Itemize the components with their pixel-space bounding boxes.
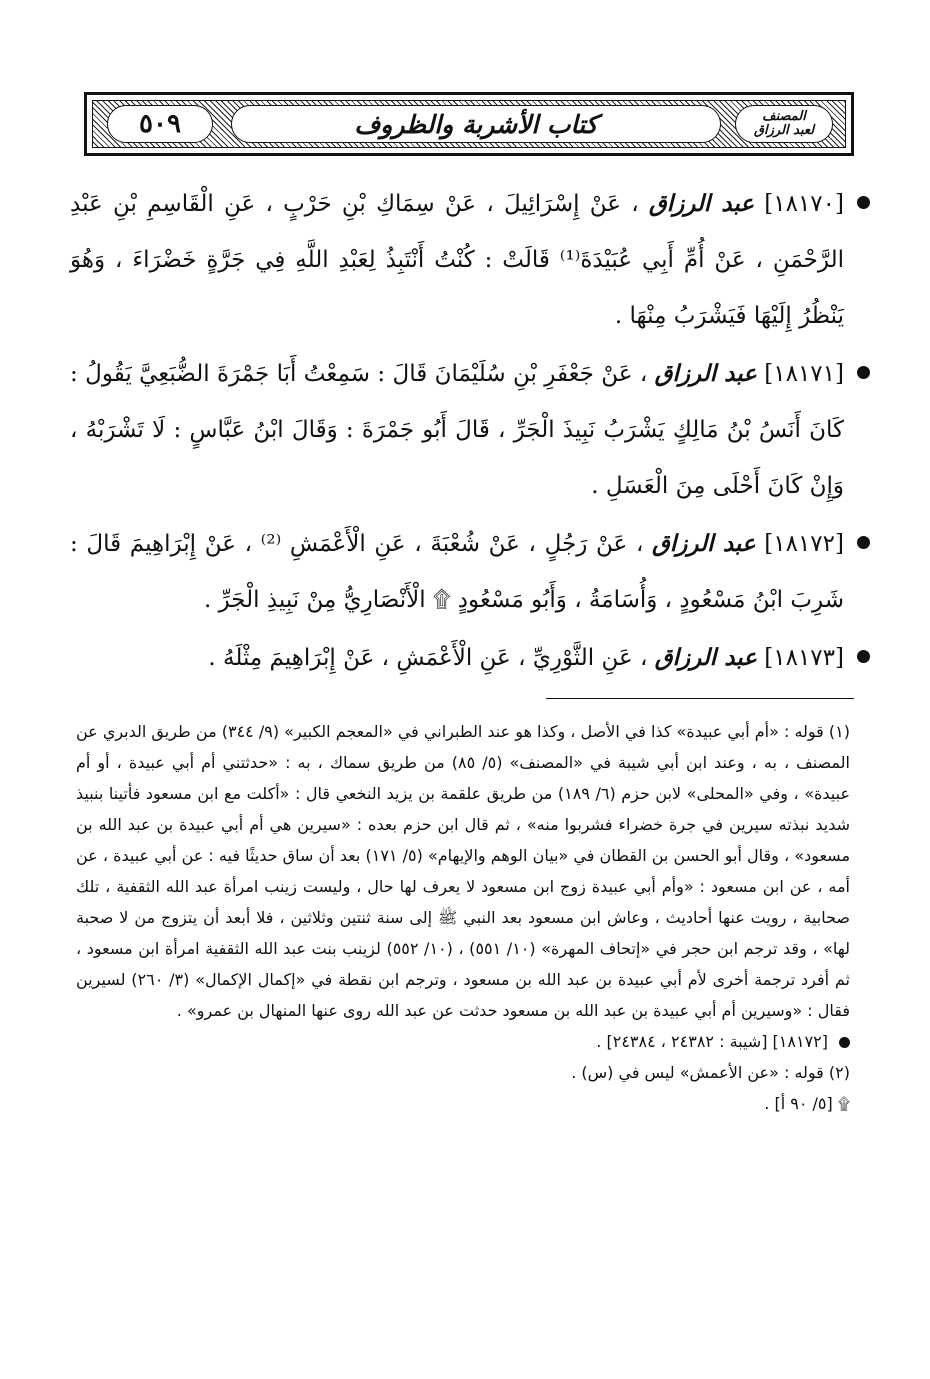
footnote-divider — [546, 698, 854, 699]
hadith-author: عبد الرزاق — [652, 530, 756, 557]
hadith-text: ، عَنْ إِسْرَائِيلَ ، عَنْ سِمَاكِ بْنِ حَرْبٍ ، عَنِ الْقَاسِمِ بْنِ عَبْدِ الرَّحْمَنِ ، عَنْ أُمِّ أَبِي عُبَيْدَةَ⁽¹⁾ قَالَتْ : كُنْتُ أَنْتَبِذُ لِعَبْدِ اللَّهِ فِي جَرَّةٍ خَضْرَاءَ ، وَهُوَ يَنْظُرُ إِلَيْهَا فَيَشْرَبُ مِنْهَا . — [70, 191, 844, 329]
footnote-2: (٢) قوله : «عن الأعمش» ليس في (س) . — [571, 1063, 850, 1082]
chapter-title-cartouche — [231, 105, 721, 143]
chapter-title: كتاب الأشربة والظروف — [354, 109, 598, 139]
hadith-entry-18172 — [70, 516, 870, 628]
hadith-text: ، عَنْ جَعْفَرِ بْنِ سُلَيْمَانَ قَالَ : سَمِعْتُ أَبَا جَمْرَةَ الضُّبَعِيَّ يَقُولُ : كَانَ أَنَسُ بْنُ مَالِكٍ يَشْرَبُ نَبِيذَ الْجَرِّ ، قَالَ أَبُو جَمْرَةَ : وَقَالَ ابْنُ عَبَّاسٍ : لَا تَشْرَبْهُ ، وَإِنْ كَانَ أَحْلَى مِنَ الْعَسَلِ . — [70, 361, 844, 499]
header-ornament — [92, 100, 846, 148]
footnote-1: (١) قوله : «أم أبي عبيدة» كذا في الأصل ، وكذا هو عند الطبراني في «المعجم الكبير» (٩/ ٣٤٤) من طريق الدبري عن المصنف ، به ، وعند ابن أبي شيبة في «المصنف» (٥/ ٨٥) من طريق سماك ، به : «حدثتني أم أبي عبيدة ، أو أم عبيدة» ، وفي «المحلى» لابن حزم (٦/ ١٨٩) من طريق علقمة بن يزيد النخعي قال : «أكلت مع ابن مسعود فأتينا بنبيذ شديد نبذته سيرين في جرة خضراء فشربوا منه» ، ثم قال ابن حزم بعده : «سيرين هي أم أبي عبيدة بن عبد الله بن مسعود» ، وقال أبو الحسن بن القطان في «بيان الوهم والإيهام» (٥/ ١٧١) بعد أن ساق حديثًا فيه : عن أبي عبيدة ، عن أمه ، عن ابن مسعود : «وأم أبي عبيدة زوج ابن مسعود لا يعرف لها حال ، وليست زينب امرأة عبد الله الثقفية ، تلك صحابية ، رويت عنها أحاديث ، وعاش ابن مسعود بعد النبي ﷺ إلى سنة ثنتين وثلاثين ، فلا أبعد أن يتزوج من لا صحبة لها» ، وقد ترجم ابن حجر في «إتحاف المهرة» (١٠/ ٥٥١) ، (١٠/ ٥٥٢) لزينب بنت عبد الله الثقفية امرأة ابن مسعود ، ثم أفرد ترجمة أخرى لأم أبي عبيدة بن عبد الله بن مسعود ، وترجم ابن نقطة في «إكمال الإكمال» (٣/ ٢٦٠) لسيرين فقال : «وسيرين أم أبي عبيدة بن عبد الله بن مسعود حدثت عن عبد الله روى عنها المنهال بن عمرو» . — [76, 722, 851, 1020]
bullet-icon — [857, 196, 870, 209]
hadith-entry-18170 — [70, 176, 870, 344]
hadith-entry-18171 — [70, 346, 870, 514]
hadith-entry-18173 — [70, 630, 870, 686]
book-logo-line1: المصنف — [762, 109, 806, 125]
manuscript-reference: ۩ [٥/ ٩٠ أ] . — [764, 1094, 850, 1113]
cross-reference-text: [١٨١٧٢] [شيبة : ٢٤٣٨٢ ، ٢٤٣٨٤] . — [596, 1032, 828, 1051]
footnotes — [76, 716, 850, 1119]
bullet-icon — [857, 366, 870, 379]
hadith-number: [١٨١٧٠] — [764, 191, 844, 217]
hadith-text: ، عَنِ الثَّوْرِيِّ ، عَنِ الْأَعْمَشِ ، عَنْ إِبْرَاهِيمَ مِثْلَهُ . — [208, 645, 648, 671]
bullet-icon — [857, 650, 870, 663]
hadith-author: عبد الرزاق — [654, 644, 757, 671]
book-logo — [735, 105, 833, 143]
book-logo-line2: لعبد الرزاق — [753, 123, 815, 138]
hadith-author: عبد الرزاق — [654, 360, 757, 387]
hadith-number: [١٨١٧٢] — [764, 531, 844, 557]
main-text — [70, 176, 870, 688]
hadith-text: ، عَنْ رَجُلٍ ، عَنْ شُعْبَةَ ، عَنِ الْأَعْمَشِ ⁽²⁾ ، عَنْ إِبْرَاهِيمَ قَالَ : شَرِبَ ابْنُ مَسْعُودٍ ، وَأُسَامَةُ ، وَأَبُو مَسْعُودٍ ۩ الْأَنْصَارِيُّ مِنْ نَبِيذِ الْجَرِّ . — [70, 531, 844, 613]
hadith-number: [١٨١٧٣] — [764, 645, 844, 671]
hadith-author: عبد الرزاق — [648, 190, 754, 217]
page-header — [84, 92, 854, 156]
cross-reference-18172 — [76, 1026, 850, 1057]
page-number-cartouche — [107, 105, 213, 143]
bullet-icon — [839, 1037, 850, 1048]
hadith-number: [١٨١٧١] — [764, 361, 845, 387]
page-number: ٥٠٩ — [139, 109, 181, 139]
bullet-icon — [857, 536, 870, 549]
